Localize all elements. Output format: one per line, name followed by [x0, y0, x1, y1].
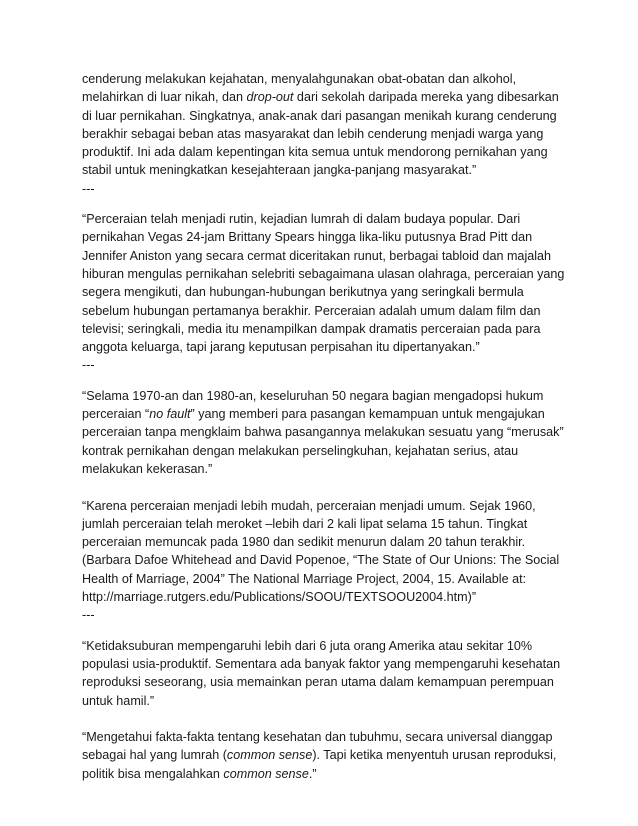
text-line	[82, 320, 572, 338]
paragraph-spacer	[82, 478, 572, 496]
text-run: melakukan kekerasan.”	[82, 461, 213, 476]
text-line	[82, 88, 572, 106]
text-line	[82, 247, 572, 265]
text-run: televisi; seringkali, media itu menampilkan dampak dramatis perceraian pada para	[82, 321, 541, 336]
text-line	[82, 497, 572, 515]
text-line	[82, 588, 572, 606]
text-line	[82, 125, 572, 143]
text-line	[82, 746, 572, 764]
text-run: di luar pernikahan. Singkatnya, anak-anak dari pasangan menikah kurang cenderung	[82, 108, 557, 123]
text-run: http://marriage.rutgers.edu/Publications/SOOU/TEXTSOOU2004.htm)”	[82, 590, 477, 605]
text-run: Health of Marriage, 2004” The National Marriage Project, 2004, 15. Available at:	[82, 571, 527, 586]
text-line	[82, 533, 572, 551]
text-run: (Barbara Dafoe Whitehead and David Popenoe, “The State of Our Unions: The Social	[82, 553, 560, 568]
text-run: ---	[82, 608, 95, 623]
text-line	[82, 70, 572, 88]
text-run: .”	[308, 766, 317, 781]
text-line	[82, 283, 572, 301]
paragraph	[82, 497, 572, 625]
text-run: produktif. Ini ada dalam kepentingan kita semua untuk mendorong pernikahan yang	[82, 145, 548, 160]
text-line	[82, 728, 572, 746]
text-line	[82, 107, 572, 125]
text-run: perceraian “	[82, 407, 150, 422]
italic-run: common sense	[226, 748, 313, 763]
text-line	[82, 765, 572, 783]
paragraph	[82, 728, 572, 783]
text-run: hiburan mengulas pernikahan selebriti sebagaimana ulasan olahraga, perceraian yang	[82, 266, 565, 281]
text-run: melahirkan di luar nikah, dan	[82, 90, 247, 105]
text-line	[82, 161, 572, 179]
paragraph	[82, 637, 572, 710]
text-run: “Selama 1970-an dan 1980-an, keseluruhan 50 negara bagian mengadopsi hukum	[82, 388, 544, 403]
text-run: berakhir sebagai beban atas masyarakat dan lebih cenderung menjadi warga yang	[82, 126, 544, 141]
text-run: “Karena perceraian menjadi lebih mudah, perceraian menjadi umum. Sejak 1960,	[82, 498, 536, 513]
text-run: sebagai hal yang lumrah (	[82, 748, 227, 763]
text-line	[82, 442, 572, 460]
paragraph-spacer	[82, 375, 572, 387]
text-run: kontrak pernikahan dengan melakukan perselingkuhan, kejahatan serius, atau	[82, 443, 519, 458]
text-run: stabil untuk meningkatkan kesejahteraan jangka-panjang masyarakat.”	[82, 163, 477, 178]
separator-line	[82, 606, 572, 624]
text-line	[82, 637, 572, 655]
text-line	[82, 405, 572, 423]
text-run: ” yang memberi para pasangan kemampuan untuk mengajukan	[190, 407, 545, 422]
separator-line	[82, 180, 572, 198]
text-run: segera mengikuti, dan hubungan-hubungan berikutnya yang seringkali bermula	[82, 285, 524, 300]
text-line	[82, 423, 572, 441]
text-line	[82, 655, 572, 673]
text-run: ---	[82, 358, 95, 373]
text-run: dari sekolah daripada mereka yang dibesarkan	[293, 90, 559, 105]
text-run: pernikahan Vegas 24-jam Brittany Spears hingga lika-liku putusnya Brad Pitt dan	[82, 230, 533, 245]
paragraph	[82, 210, 572, 375]
text-line	[82, 228, 572, 246]
text-run: reproduksi seseorang, usia memainkan peran utama dalam kemampuan perempuan	[82, 675, 554, 690]
text-line	[82, 570, 572, 588]
text-run: politik bisa mengalahkan	[82, 766, 224, 781]
separator-line	[82, 356, 572, 374]
text-run: “Mengetahui fakta-fakta tentang kesehatan dan tubuhmu, secara universal dianggap	[82, 730, 553, 745]
text-run: sebelum hubungan pertamanya berakhir. Perceraian adalah umum dalam film dan	[82, 303, 541, 318]
paragraph-spacer	[82, 710, 572, 728]
text-run: “Ketidaksuburan mempengaruhi lebih dari 6 juta orang Amerika atau sekitar 10%	[82, 638, 533, 653]
document-body	[82, 70, 572, 783]
paragraph-spacer	[82, 625, 572, 637]
text-run: “Perceraian telah menjadi rutin, kejadian lumrah di dalam budaya popular. Dari	[82, 212, 521, 227]
text-run: jumlah perceraian telah meroket –lebih dari 2 kali lipat selama 15 tahun. Tingkat	[82, 516, 528, 531]
text-run: ). Tapi ketika menyentuh urusan reproduksi,	[312, 748, 557, 763]
text-run: anggota keluarga, tapi jarang keputusan perpisahan itu dipertanyakan.”	[82, 340, 480, 355]
text-run: Jennifer Aniston yang secara cermat diceritakan runut, berbagai tabloid dan majalah	[82, 248, 552, 263]
italic-run: common sense	[223, 766, 309, 781]
paragraph	[82, 387, 572, 478]
italic-run: no fault	[149, 407, 191, 422]
text-line	[82, 460, 572, 478]
paragraph	[82, 70, 572, 198]
text-line	[82, 302, 572, 320]
text-line	[82, 210, 572, 228]
text-run: ---	[82, 181, 95, 196]
text-line	[82, 673, 572, 691]
italic-run: drop-out	[246, 90, 294, 105]
text-line	[82, 387, 572, 405]
paragraph-spacer	[82, 198, 572, 210]
text-line	[82, 338, 572, 356]
text-run: cenderung melakukan kejahatan, menyalahgunakan obat-obatan dan alkohol,	[82, 72, 517, 86]
text-run: populasi usia-produktif. Sementara ada banyak faktor yang mempengaruhi kesehatan	[82, 656, 561, 671]
text-line	[82, 265, 572, 283]
text-line	[82, 143, 572, 161]
text-run: perceraian tanpa mengklaim bahwa pasangannya melakukan sesuatu yang “merusak”	[82, 425, 564, 440]
text-line	[82, 551, 572, 569]
text-run: untuk hamil.”	[82, 693, 155, 708]
text-line	[82, 515, 572, 533]
text-run: perceraian memuncak pada 1980 dan sedikit menurun dalam 20 tahun terakhir.	[82, 535, 526, 550]
text-line	[82, 692, 572, 710]
